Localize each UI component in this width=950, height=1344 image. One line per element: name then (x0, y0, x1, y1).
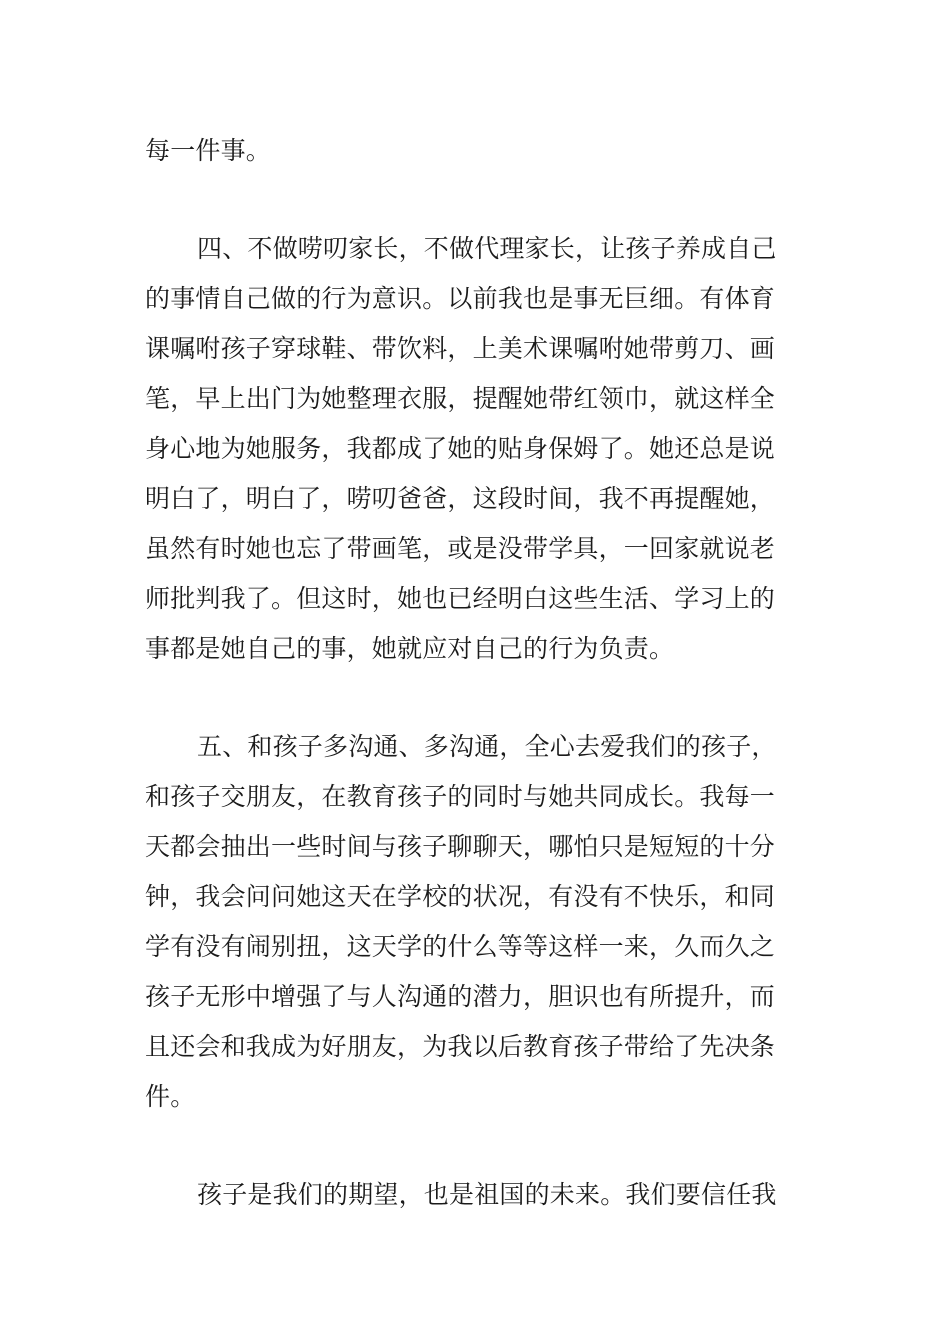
paragraph-line: 事都是她自己的事，她就应对自己的行为负责。 (145, 634, 675, 663)
paragraph-line: 四、不做唠叨家长，不做代理家长，让孩子养成自己 (197, 234, 777, 263)
paragraph-line: 明白了，明白了，唠叨爸爸，这段时间，我不再提醒她， (145, 484, 776, 513)
paragraph-line: 且还会和我成为好朋友，为我以后教育孩子带给了先决条 (145, 1032, 776, 1061)
paragraph-line: 和孩子交朋友，在教育孩子的同时与她共同成长。我每一 (145, 782, 776, 811)
paragraph-line: 课嘱咐孩子穿球鞋、带饮料，上美术课嘱咐她带剪刀、画 (145, 334, 776, 363)
paragraph-line: 孩子是我们的期望，也是祖国的未来。我们要信任我 (197, 1180, 777, 1209)
paragraph-line: 件。 (145, 1082, 196, 1111)
paragraph-line: 的事情自己做的行为意识。以前我也是事无巨细。有体育 (145, 284, 776, 313)
paragraph-line: 虽然有时她也忘了带画笔，或是没带学具，一回家就说老 (145, 534, 776, 563)
paragraph-line: 五、和孩子多沟通、多沟通，全心去爱我们的孩子， (197, 732, 777, 761)
paragraph-line: 学有没有闹别扭，这天学的什么等等这样一来，久而久之 (145, 932, 776, 961)
paragraph-line: 孩子无形中增强了与人沟通的潜力，胆识也有所提升，而 (145, 982, 776, 1011)
paragraph-line: 师批判我了。但这时，她也已经明白这些生活、学习上的 (145, 584, 776, 613)
paragraph-line: 笔，早上出门为她整理衣服，提醒她带红领巾，就这样全 (145, 384, 776, 413)
paragraph-line: 钟，我会问问她这天在学校的状况，有没有不快乐，和同 (145, 882, 776, 911)
paragraph-line: 每一件事。 (145, 136, 272, 165)
paragraph-line: 身心地为她服务，我都成了她的贴身保姆了。她还总是说 (145, 434, 776, 463)
paragraph-line: 天都会抽出一些时间与孩子聊聊天，哪怕只是短短的十分 (145, 832, 776, 861)
